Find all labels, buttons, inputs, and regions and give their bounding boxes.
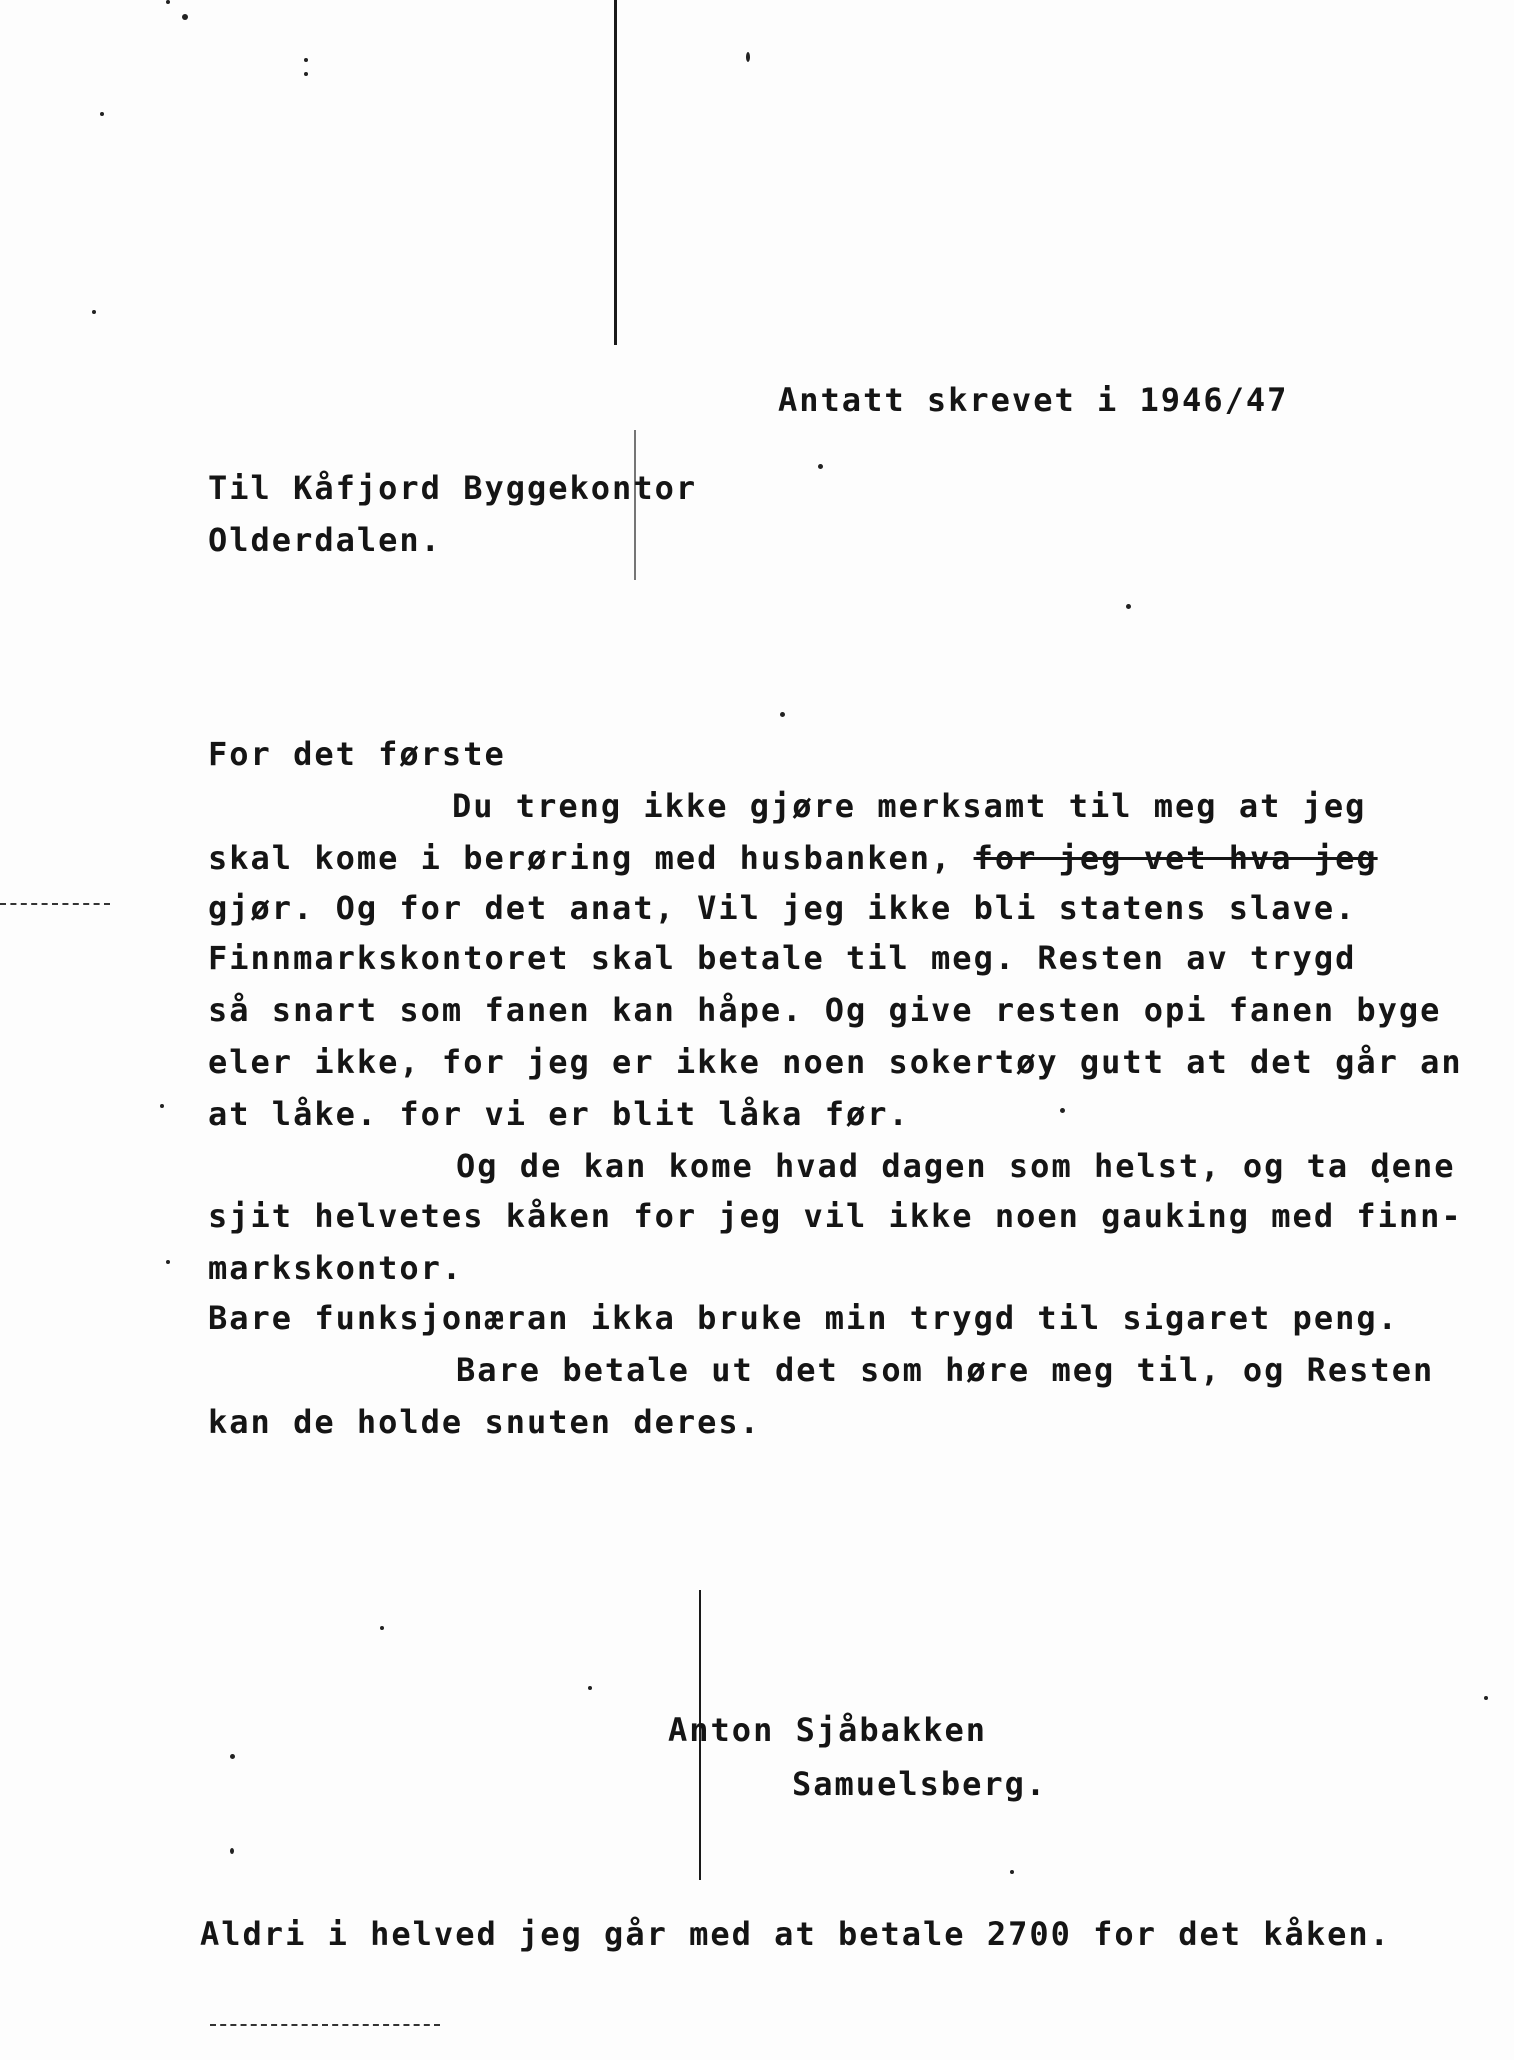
speck: [166, 1260, 170, 1264]
recipient-line-2: Olderdalen.: [208, 521, 442, 559]
body-line-13: Bare betale ut det som høre meg til, og Resten: [456, 1351, 1435, 1389]
body-line-7: eler ikke, for jeg er ikke noen sokertøy gutt at det går an: [208, 1043, 1463, 1081]
body-line-3-main: skal kome i berøring med husbanken,: [208, 839, 974, 877]
recipient-line-1: Til Kåfjord Byggekontor: [208, 469, 698, 507]
bottom-scribble: [210, 2024, 440, 2026]
speck: [160, 1104, 164, 1108]
speck: [166, 0, 170, 4]
body-line-6: så snart som fanen kan håpe. Og give resten opi fanen byge: [208, 991, 1442, 1029]
signature-name: Anton Sjåbakken: [668, 1711, 987, 1749]
body-line-14: kan de holde snuten deres.: [208, 1403, 761, 1441]
speck: [230, 1848, 234, 1854]
speck: [780, 712, 785, 717]
body-line-10: sjit helvetes kåken for jeg vil ikke noen gauking med finn-: [208, 1197, 1463, 1235]
speck: [92, 310, 96, 314]
body-line-4: gjør. Og for det anat, Vil jeg ikke bli statens slave.: [208, 889, 1357, 927]
speck: [304, 58, 308, 62]
margin-scribble: [0, 903, 110, 905]
speck: [1060, 1108, 1065, 1113]
body-line-3-struck: for jeg vet hva jeg: [973, 839, 1378, 877]
body-line-11: markskontor.: [208, 1249, 464, 1287]
speck: [100, 112, 104, 116]
fold-line-top: [614, 0, 617, 345]
speck: [588, 1686, 592, 1690]
body-line-9: Og de kan kome hvad dagen som helst, og ta dene: [456, 1147, 1456, 1185]
speck: [1126, 604, 1131, 609]
body-line-5: Finnmarkskontoret skal betale til meg. Resten av trygd: [208, 939, 1357, 977]
speck: [182, 14, 188, 20]
body-line-3: [208, 839, 1378, 877]
body-line-12: Bare funksjonæran ikka bruke min trygd til sigaret peng.: [208, 1299, 1399, 1337]
speck: [230, 1754, 235, 1759]
speck: [1484, 1696, 1488, 1700]
signature-place: Samuelsberg.: [792, 1765, 1048, 1803]
speck: [1010, 1870, 1014, 1874]
body-line-1: For det første: [208, 735, 506, 773]
postscript: Aldri i helved jeg går med at betale 2700 for det kåken.: [200, 1915, 1391, 1953]
body-line-2: Du treng ikke gjøre merksamt til meg at jeg: [452, 787, 1367, 825]
speck: [746, 52, 750, 62]
speck: [818, 464, 823, 469]
body-line-8: at låke. for vi er blit låka før.: [208, 1095, 910, 1133]
speck: [304, 72, 308, 76]
date-note: Antatt skrevet i 1946/47: [778, 381, 1289, 419]
speck: [380, 1626, 384, 1630]
